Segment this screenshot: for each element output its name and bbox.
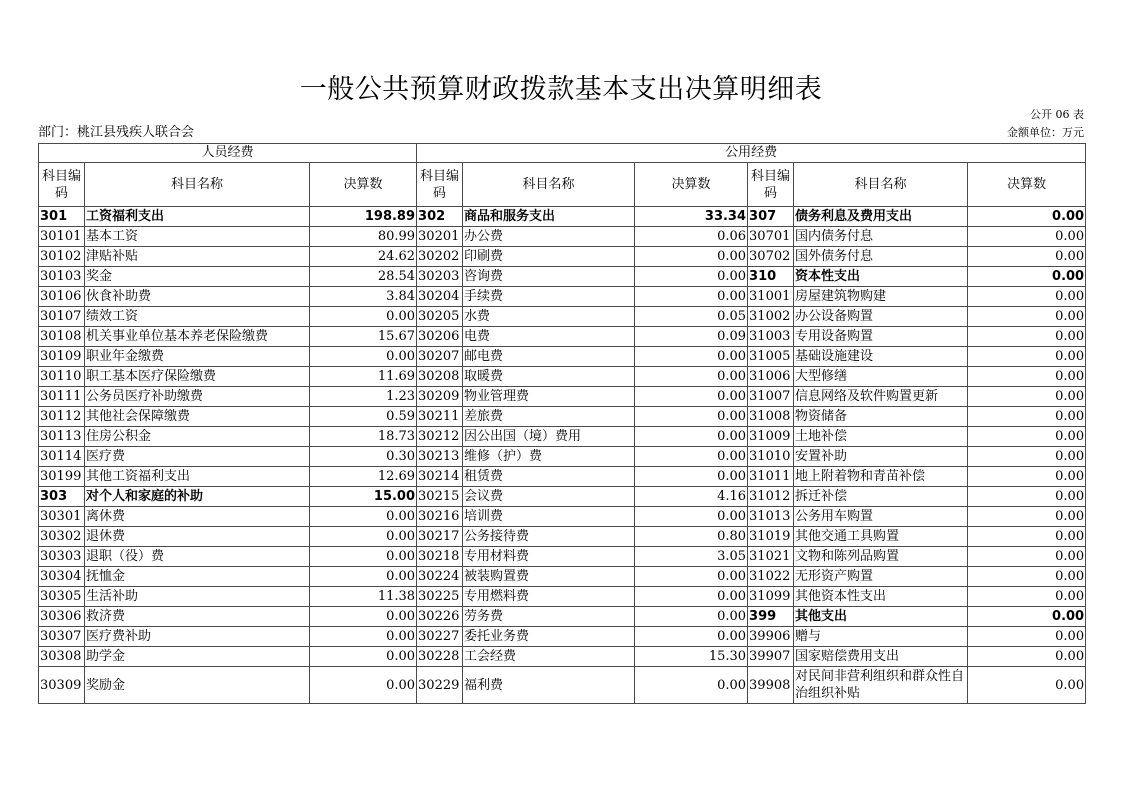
item-name: 奖金 (85, 267, 310, 287)
item-name: 国外债务付息 (794, 247, 968, 267)
table-row (39, 587, 1086, 607)
item-amount: 18.73 (310, 427, 417, 447)
item-name: 培训费 (463, 507, 635, 527)
item-code: 30108 (39, 327, 85, 347)
table-row (39, 507, 1086, 527)
table-row (39, 267, 1086, 287)
table-row (39, 447, 1086, 467)
item-name: 土地补偿 (794, 427, 968, 447)
item-amount: 0.00 (635, 407, 748, 427)
item-amount: 0.00 (968, 327, 1086, 347)
item-amount: 0.00 (968, 587, 1086, 607)
public-header: 公用经费 (417, 144, 1086, 163)
item-code: 30209 (417, 387, 463, 407)
item-amount: 0.00 (968, 287, 1086, 307)
item-amount: 0.00 (310, 667, 417, 704)
item-code: 30308 (39, 647, 85, 667)
item-name: 医疗费 (85, 447, 310, 467)
item-code: 30216 (417, 507, 463, 527)
item-name: 咨询费 (463, 267, 635, 287)
item-code: 31006 (748, 367, 794, 387)
item-name: 差旅费 (463, 407, 635, 427)
table-row (39, 227, 1086, 247)
table-row (39, 567, 1086, 587)
item-name: 无形资产购置 (794, 567, 968, 587)
item-name: 基本工资 (85, 227, 310, 247)
item-code: 30301 (39, 507, 85, 527)
item-code: 30217 (417, 527, 463, 547)
item-name: 印刷费 (463, 247, 635, 267)
item-amount: 11.69 (310, 367, 417, 387)
table-row (39, 427, 1086, 447)
item-name: 国内债务付息 (794, 227, 968, 247)
item-code: 30107 (39, 307, 85, 327)
item-code: 30106 (39, 287, 85, 307)
table-row (39, 287, 1086, 307)
item-name: 委托业务费 (463, 627, 635, 647)
item-code: 30305 (39, 587, 85, 607)
item-amount: 0.00 (968, 427, 1086, 447)
code-header: 科目编码 (417, 163, 463, 207)
item-amount: 0.00 (968, 647, 1086, 667)
item-name: 物业管理费 (463, 387, 635, 407)
item-code: 30304 (39, 567, 85, 587)
name-header: 科目名称 (463, 163, 635, 207)
item-name: 商品和服务支出 (463, 207, 635, 227)
table-row (39, 487, 1086, 507)
item-amount: 0.00 (310, 547, 417, 567)
item-name: 大型修缮 (794, 367, 968, 387)
item-amount: 0.00 (968, 527, 1086, 547)
item-code: 30214 (417, 467, 463, 487)
item-amount: 0.05 (635, 307, 748, 327)
item-code: 31012 (748, 487, 794, 507)
item-name: 劳务费 (463, 607, 635, 627)
item-amount: 0.00 (968, 227, 1086, 247)
item-name: 抚恤金 (85, 567, 310, 587)
table-row (39, 387, 1086, 407)
item-name: 专用材料费 (463, 547, 635, 567)
item-name: 其他交通工具购置 (794, 527, 968, 547)
item-code: 302 (417, 207, 463, 227)
code-header: 科目编码 (748, 163, 794, 207)
item-name: 信息网络及软件购置更新 (794, 387, 968, 407)
item-amount: 3.05 (635, 547, 748, 567)
item-amount: 0.00 (968, 607, 1086, 627)
item-amount: 11.38 (310, 587, 417, 607)
form-number: 公开 06 表 (1030, 108, 1084, 121)
name-header: 科目名称 (85, 163, 310, 207)
item-code: 30102 (39, 247, 85, 267)
item-code: 39907 (748, 647, 794, 667)
table-row (39, 407, 1086, 427)
amount-header: 决算数 (968, 163, 1086, 207)
item-code: 301 (39, 207, 85, 227)
item-name: 对个人和家庭的补助 (85, 487, 310, 507)
item-code: 30207 (417, 347, 463, 367)
item-code: 303 (39, 487, 85, 507)
item-amount: 0.00 (968, 487, 1086, 507)
item-amount: 0.00 (968, 547, 1086, 567)
item-name: 绩效工资 (85, 307, 310, 327)
department-label: 部门：桃江县残疾人联合会 (38, 125, 195, 140)
item-code: 31007 (748, 387, 794, 407)
item-amount: 0.06 (635, 227, 748, 247)
item-name: 电费 (463, 327, 635, 347)
item-name: 对民间非营利组织和群众性自治组织补贴 (794, 667, 968, 704)
table-row (39, 667, 1086, 704)
item-amount: 0.00 (968, 627, 1086, 647)
item-code: 30225 (417, 587, 463, 607)
item-amount: 0.00 (635, 607, 748, 627)
unit-label: 金额单位：万元 (1007, 126, 1084, 139)
item-amount: 0.00 (635, 507, 748, 527)
item-code: 30201 (417, 227, 463, 247)
item-amount: 0.00 (310, 347, 417, 367)
item-amount: 0.00 (310, 507, 417, 527)
table-row (39, 467, 1086, 487)
item-amount: 0.00 (635, 367, 748, 387)
item-name: 其他支出 (794, 607, 968, 627)
item-amount: 0.00 (635, 287, 748, 307)
item-amount: 0.00 (310, 307, 417, 327)
item-code: 30212 (417, 427, 463, 447)
item-code: 399 (748, 607, 794, 627)
item-amount: 0.00 (968, 387, 1086, 407)
item-code: 30229 (417, 667, 463, 704)
item-amount: 0.00 (635, 587, 748, 607)
item-name: 生活补助 (85, 587, 310, 607)
item-code: 30206 (417, 327, 463, 347)
table-row (39, 307, 1086, 327)
item-code: 31013 (748, 507, 794, 527)
item-code: 31005 (748, 347, 794, 367)
item-code: 310 (748, 267, 794, 287)
item-amount: 0.00 (635, 447, 748, 467)
item-amount: 15.00 (310, 487, 417, 507)
name-header: 科目名称 (794, 163, 968, 207)
item-code: 31001 (748, 287, 794, 307)
item-amount: 0.00 (635, 387, 748, 407)
item-amount: 0.00 (968, 247, 1086, 267)
item-name: 基础设施建设 (794, 347, 968, 367)
item-code: 30302 (39, 527, 85, 547)
item-amount: 0.00 (968, 467, 1086, 487)
item-name: 物资储备 (794, 407, 968, 427)
item-amount: 0.00 (968, 367, 1086, 387)
item-code: 31011 (748, 467, 794, 487)
item-code: 30226 (417, 607, 463, 627)
item-amount: 1.23 (310, 387, 417, 407)
table-row (39, 247, 1086, 267)
item-name: 办公费 (463, 227, 635, 247)
item-code: 30204 (417, 287, 463, 307)
item-name: 其他社会保障缴费 (85, 407, 310, 427)
item-code: 30224 (417, 567, 463, 587)
item-code: 30218 (417, 547, 463, 567)
item-amount: 0.00 (310, 647, 417, 667)
item-code: 30205 (417, 307, 463, 327)
item-amount: 3.84 (310, 287, 417, 307)
item-code: 30208 (417, 367, 463, 387)
item-name: 公务用车购置 (794, 507, 968, 527)
item-code: 307 (748, 207, 794, 227)
item-amount: 0.00 (635, 247, 748, 267)
item-code: 30199 (39, 467, 85, 487)
item-name: 因公出国（境）费用 (463, 427, 635, 447)
item-name: 津贴补贴 (85, 247, 310, 267)
item-name: 拆迁补偿 (794, 487, 968, 507)
item-amount: 33.34 (635, 207, 748, 227)
item-amount: 4.16 (635, 487, 748, 507)
item-code: 30111 (39, 387, 85, 407)
item-name: 退休费 (85, 527, 310, 547)
item-name: 房屋建筑物购建 (794, 287, 968, 307)
table-row (39, 627, 1086, 647)
amount-header: 决算数 (310, 163, 417, 207)
item-amount: 198.89 (310, 207, 417, 227)
item-code: 30701 (748, 227, 794, 247)
item-code: 31019 (748, 527, 794, 547)
item-code: 31002 (748, 307, 794, 327)
page-title: 一般公共预算财政拨款基本支出决算明细表 (299, 74, 823, 105)
item-code: 31010 (748, 447, 794, 467)
item-amount: 0.00 (310, 627, 417, 647)
item-amount: 0.00 (968, 347, 1086, 367)
item-name: 地上附着物和青苗补偿 (794, 467, 968, 487)
table-row (39, 527, 1086, 547)
item-amount: 0.00 (635, 627, 748, 647)
item-amount: 0.00 (635, 347, 748, 367)
item-code: 30307 (39, 627, 85, 647)
item-amount: 15.67 (310, 327, 417, 347)
item-name: 退职（役）费 (85, 547, 310, 567)
item-amount: 0.00 (635, 667, 748, 704)
item-code: 30303 (39, 547, 85, 567)
item-amount: 0.09 (635, 327, 748, 347)
item-name: 手续费 (463, 287, 635, 307)
item-name: 职业年金缴费 (85, 347, 310, 367)
table-row (39, 647, 1086, 667)
amount-header: 决算数 (635, 163, 748, 207)
item-code: 30211 (417, 407, 463, 427)
table-row (39, 347, 1086, 367)
item-code: 30203 (417, 267, 463, 287)
item-code: 30113 (39, 427, 85, 447)
item-amount: 0.00 (310, 607, 417, 627)
item-amount: 24.62 (310, 247, 417, 267)
table-row (39, 547, 1086, 567)
item-amount: 0.00 (635, 567, 748, 587)
item-name: 公务接待费 (463, 527, 635, 547)
item-code: 39908 (748, 667, 794, 704)
expenditure-table (38, 143, 1086, 704)
table-row (39, 327, 1086, 347)
item-name: 其他资本性支出 (794, 587, 968, 607)
item-amount: 0.80 (635, 527, 748, 547)
table-row (39, 367, 1086, 387)
item-amount: 28.54 (310, 267, 417, 287)
item-name: 资本性支出 (794, 267, 968, 287)
item-code: 31008 (748, 407, 794, 427)
item-code: 30227 (417, 627, 463, 647)
item-name: 奖励金 (85, 667, 310, 704)
item-code: 31022 (748, 567, 794, 587)
item-amount: 0.00 (968, 407, 1086, 427)
item-code: 31009 (748, 427, 794, 447)
item-name: 文物和陈列品购置 (794, 547, 968, 567)
table-row (39, 207, 1086, 227)
item-amount: 0.00 (968, 667, 1086, 704)
item-name: 福利费 (463, 667, 635, 704)
item-name: 水费 (463, 307, 635, 327)
item-amount: 0.00 (968, 207, 1086, 227)
item-name: 工资福利支出 (85, 207, 310, 227)
item-amount: 0.00 (310, 567, 417, 587)
item-name: 租赁费 (463, 467, 635, 487)
item-name: 专用设备购置 (794, 327, 968, 347)
item-name: 机关事业单位基本养老保险缴费 (85, 327, 310, 347)
item-name: 国家赔偿费用支出 (794, 647, 968, 667)
item-code: 31099 (748, 587, 794, 607)
code-header: 科目编码 (39, 163, 85, 207)
item-amount: 0.59 (310, 407, 417, 427)
item-amount: 12.69 (310, 467, 417, 487)
item-code: 30114 (39, 447, 85, 467)
item-name: 职工基本医疗保险缴费 (85, 367, 310, 387)
item-name: 工会经费 (463, 647, 635, 667)
item-code: 30215 (417, 487, 463, 507)
table-row (39, 607, 1086, 627)
item-name: 安置补助 (794, 447, 968, 467)
item-name: 伙食补助费 (85, 287, 310, 307)
item-amount: 0.00 (968, 447, 1086, 467)
item-code: 30306 (39, 607, 85, 627)
item-name: 取暖费 (463, 367, 635, 387)
item-code: 31003 (748, 327, 794, 347)
item-name: 其他工资福利支出 (85, 467, 310, 487)
personnel-header: 人员经费 (39, 144, 417, 163)
item-name: 办公设备购置 (794, 307, 968, 327)
item-amount: 0.00 (635, 427, 748, 447)
item-amount: 0.00 (635, 267, 748, 287)
item-code: 30702 (748, 247, 794, 267)
item-code: 30103 (39, 267, 85, 287)
item-amount: 80.99 (310, 227, 417, 247)
item-code: 30101 (39, 227, 85, 247)
item-amount: 0.00 (635, 467, 748, 487)
item-amount: 0.30 (310, 447, 417, 467)
item-name: 赠与 (794, 627, 968, 647)
item-code: 30110 (39, 367, 85, 387)
item-name: 医疗费补助 (85, 627, 310, 647)
item-amount: 0.00 (968, 307, 1086, 327)
item-name: 债务利息及费用支出 (794, 207, 968, 227)
item-code: 30213 (417, 447, 463, 467)
item-code: 39906 (748, 627, 794, 647)
item-amount: 0.00 (968, 567, 1086, 587)
item-code: 30202 (417, 247, 463, 267)
item-amount: 15.30 (635, 647, 748, 667)
item-code: 31021 (748, 547, 794, 567)
item-name: 专用燃料费 (463, 587, 635, 607)
item-amount: 0.00 (968, 507, 1086, 527)
item-name: 住房公积金 (85, 427, 310, 447)
item-code: 30112 (39, 407, 85, 427)
item-code: 30109 (39, 347, 85, 367)
item-name: 救济费 (85, 607, 310, 627)
item-name: 邮电费 (463, 347, 635, 367)
table-body (39, 207, 1086, 704)
item-name: 助学金 (85, 647, 310, 667)
item-name: 被装购置费 (463, 567, 635, 587)
item-name: 离休费 (85, 507, 310, 527)
item-amount: 0.00 (310, 527, 417, 547)
item-code: 30309 (39, 667, 85, 704)
item-amount: 0.00 (968, 267, 1086, 287)
item-name: 维修（护）费 (463, 447, 635, 467)
item-name: 公务员医疗补助缴费 (85, 387, 310, 407)
item-code: 30228 (417, 647, 463, 667)
item-name: 会议费 (463, 487, 635, 507)
